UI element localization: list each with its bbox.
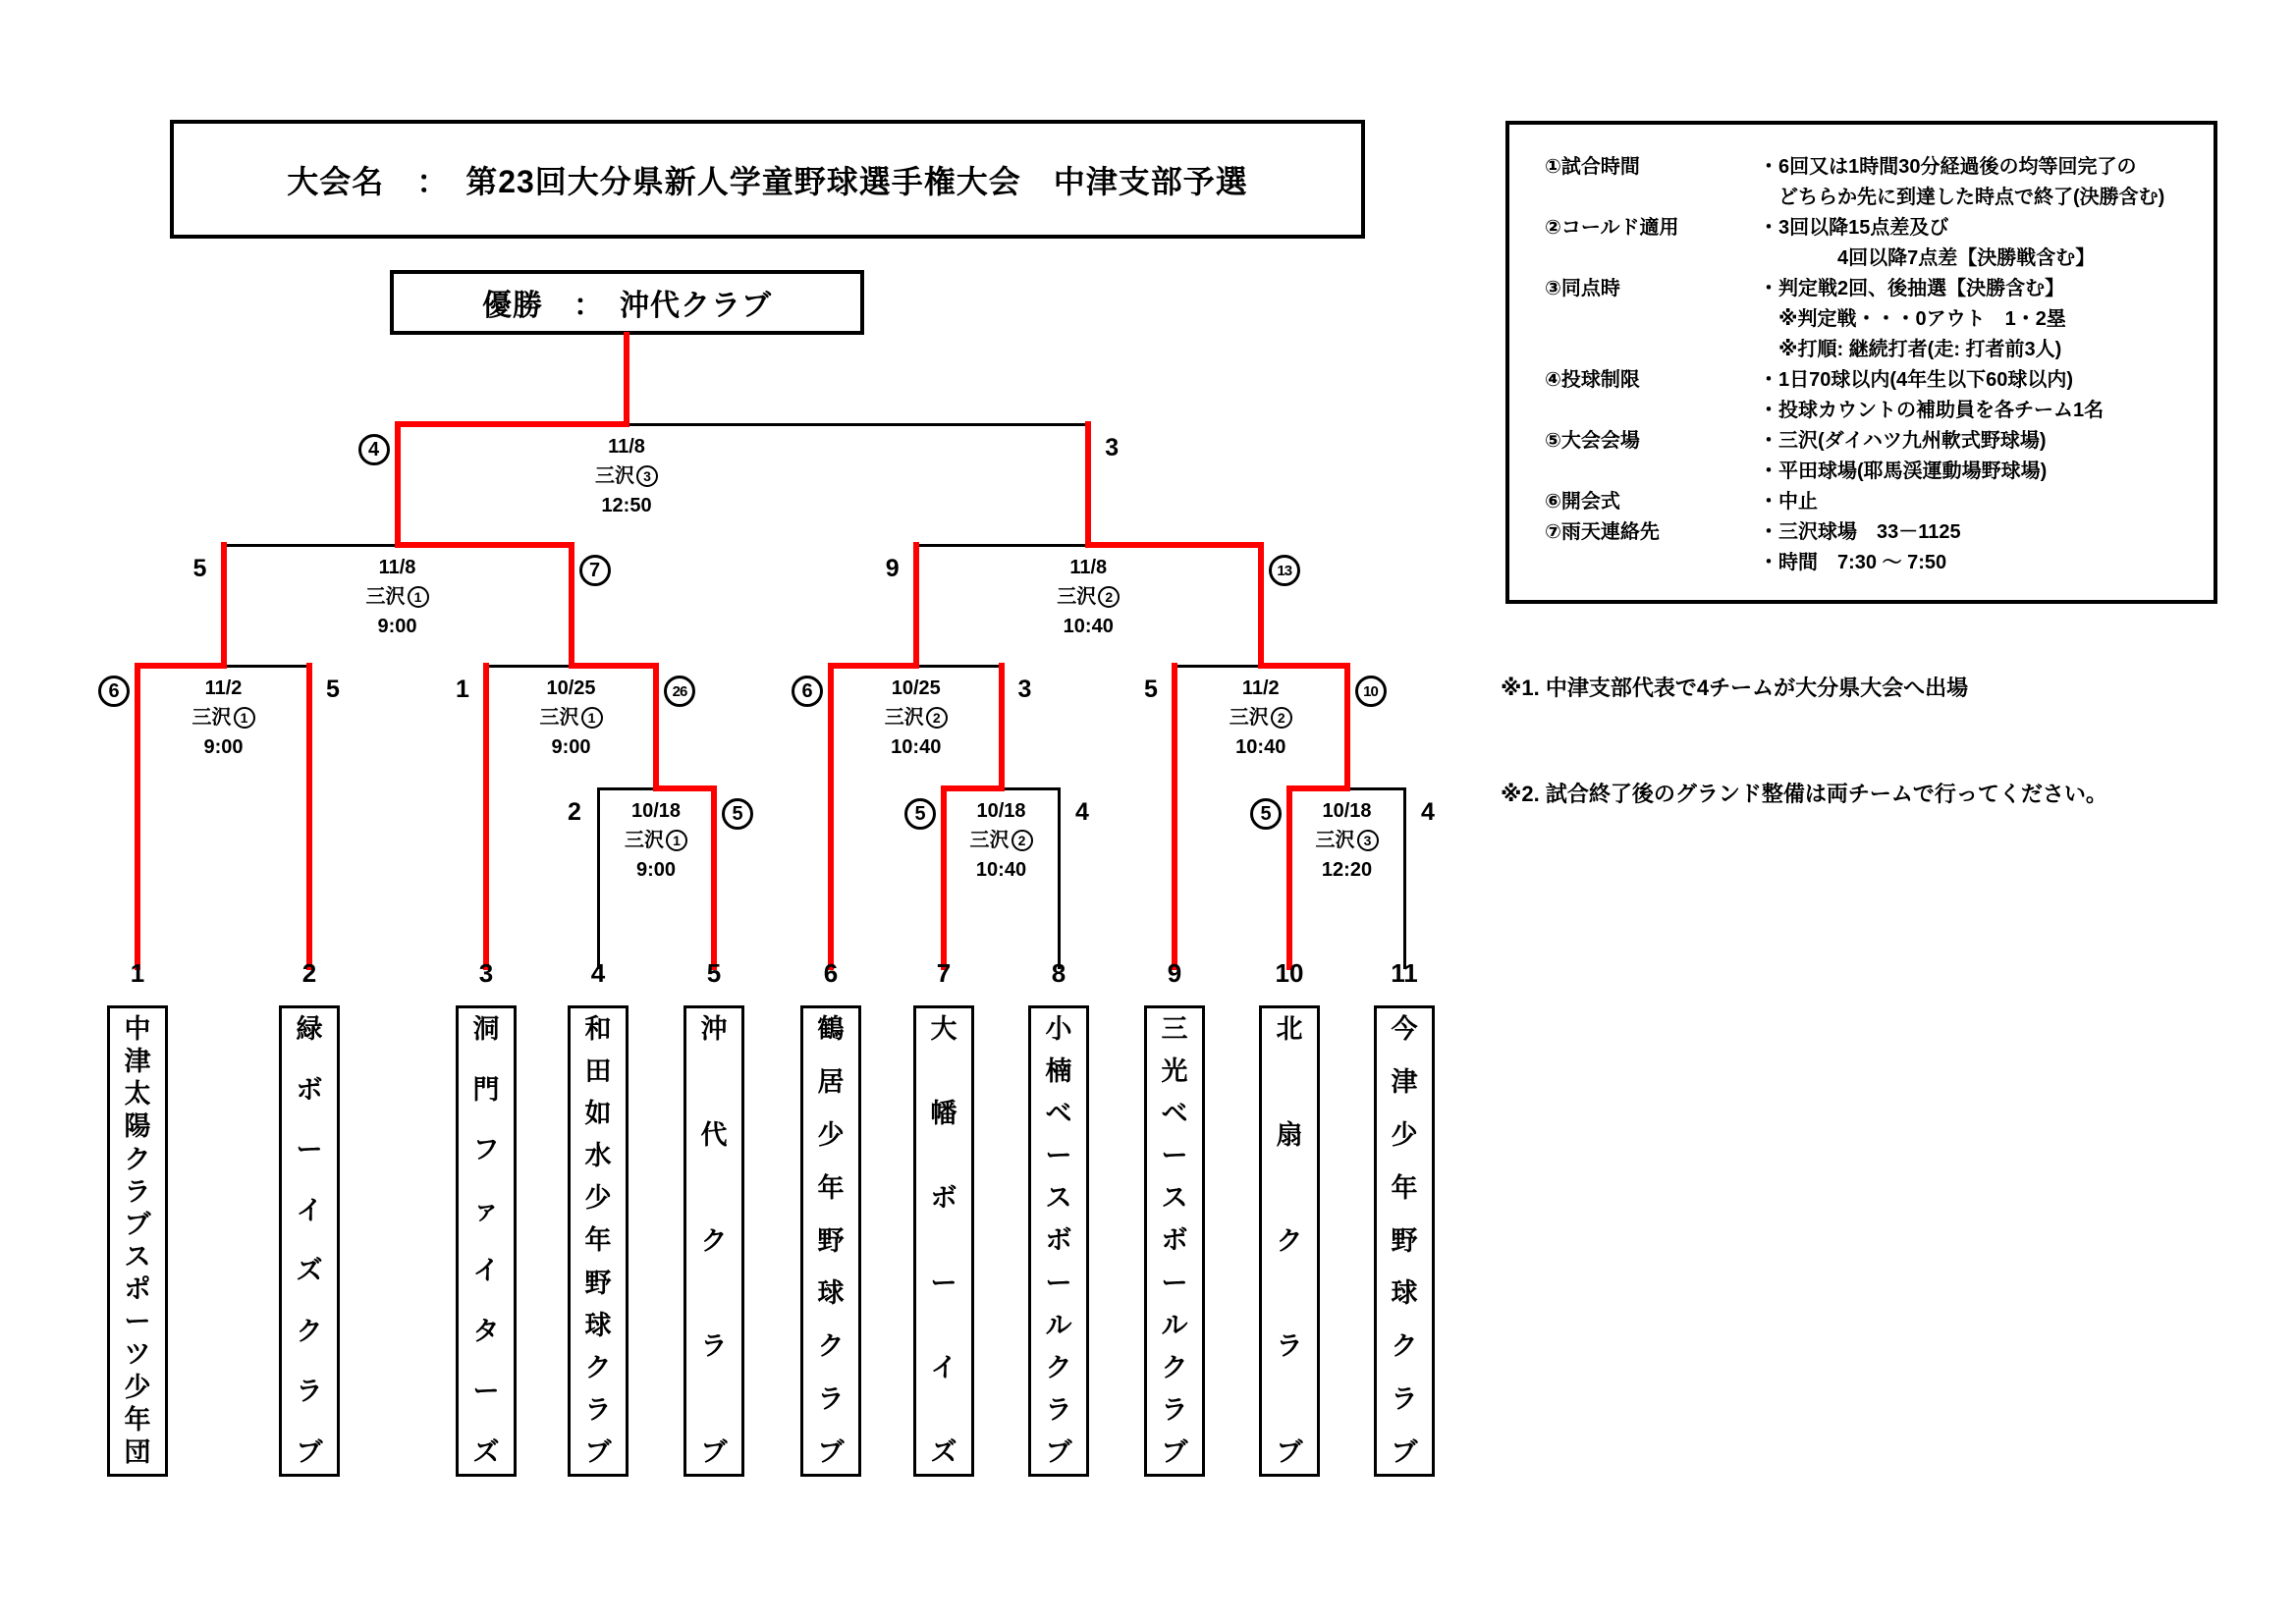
score-badge: 4 <box>1075 798 1089 826</box>
rule-label <box>1545 183 1759 213</box>
team-number-5: 5 <box>706 958 722 988</box>
champion-box <box>390 270 864 335</box>
match-Q2-label <box>540 674 603 762</box>
team-name-char: タ <box>472 1316 500 1346</box>
team-number-4: 4 <box>590 958 606 988</box>
match-date: 11/2 <box>1241 677 1280 699</box>
match-Q3-label <box>885 674 948 762</box>
team-name-char: ー <box>1045 1268 1072 1298</box>
venue-court-number: 1 <box>666 830 687 851</box>
team-number-2: 2 <box>301 958 317 988</box>
team-box-11 <box>1374 1005 1435 1477</box>
venue-court-number: 2 <box>1271 707 1292 729</box>
team-name-char: イ <box>472 1256 500 1286</box>
team-name-char: 緑 <box>296 1014 323 1044</box>
team-name-char: 如 <box>584 1099 612 1129</box>
match-venue: 三沢 1 <box>192 703 255 732</box>
team-name-char: ー <box>1161 1268 1188 1298</box>
match-time: 10:40 <box>1235 736 1286 758</box>
team-name-char: 小 <box>1045 1014 1072 1044</box>
match-M2-bar-right <box>1000 787 1061 790</box>
match-time: 10:40 <box>891 736 942 758</box>
team-name-char: ラ <box>296 1377 323 1407</box>
venue-court-number: 3 <box>636 465 658 487</box>
match-S2-bar-right <box>1085 542 1264 548</box>
venue-court-number: 2 <box>926 707 948 729</box>
team-name-char: ク <box>124 1144 151 1174</box>
rule-row-13 <box>1545 548 2204 578</box>
team-box-6 <box>800 1005 861 1477</box>
team-number-8: 8 <box>1051 958 1066 988</box>
tournament-title: 大会名 ： 第23回大分県新人学童野球選手権大会 中津支部予選 <box>287 163 1248 199</box>
match-date: 10/18 <box>976 800 1026 822</box>
score-badge-circled: 5 <box>904 798 936 830</box>
team-name-char: ク <box>700 1225 728 1256</box>
team-name-char: ラ <box>817 1384 845 1415</box>
score-badge: 1 <box>456 676 469 703</box>
rule-row-3 <box>1545 244 2204 274</box>
team-name-char: ブ <box>584 1436 612 1467</box>
match-S1-bar-left <box>222 544 399 547</box>
match-venue: 三沢 1 <box>366 582 429 612</box>
team-name-char: ズ <box>930 1436 957 1467</box>
match-time: 12:50 <box>601 495 652 516</box>
team-name-char: ボ <box>296 1074 323 1105</box>
team-name-char: 居 <box>817 1066 845 1097</box>
score-badge: 9 <box>885 555 900 582</box>
team-name-char: ク <box>296 1316 323 1346</box>
team-name-char: 洞 <box>472 1014 500 1044</box>
team-name-char: イ <box>930 1352 957 1382</box>
note-2: ※2. 試合終了後のグランド整備は両チームで行ってください。 <box>1501 782 2107 806</box>
match-M3-advance-line <box>1344 663 1350 791</box>
match-M3-branch-right <box>1403 787 1406 969</box>
team-name-char: ク <box>1045 1352 1072 1382</box>
team-name-char: ベ <box>1045 1099 1072 1129</box>
team-name-char: ス <box>124 1241 151 1272</box>
team-name-char: イ <box>296 1195 323 1225</box>
team-name-char: ズ <box>472 1436 500 1467</box>
rule-text: ・三沢(ダイハツ九州軟式野球場) <box>1759 430 2047 452</box>
team-name-char: ブ <box>1045 1436 1072 1467</box>
team-number-7: 7 <box>936 958 952 988</box>
rule-label <box>1545 548 1759 578</box>
match-Q1-bar-right <box>222 665 311 668</box>
rule-text: 4回以降7点差【決勝戦含む】 <box>1759 247 2096 269</box>
rule-label <box>1545 396 1759 426</box>
match-date: 11/8 <box>608 436 645 458</box>
score-badge-circled: 5 <box>722 798 753 830</box>
match-venue: 三沢 1 <box>540 703 603 732</box>
team-name-char: ク <box>1276 1225 1303 1256</box>
team-name-char: フ <box>472 1135 500 1165</box>
team-name-char: 光 <box>1161 1056 1188 1087</box>
match-M1-advance-line <box>653 663 659 791</box>
match-M1-branch-left <box>597 787 600 969</box>
team-name-char: ラ <box>1276 1331 1303 1362</box>
score-badge-circled: 5 <box>1250 798 1282 830</box>
rule-text: ※判定戦・・・0アウト 1・2塁 <box>1759 308 2066 330</box>
team-name-char: 団 <box>124 1436 151 1467</box>
rules-box <box>1505 121 2217 604</box>
team-box-3 <box>456 1005 517 1477</box>
team-name-char: 和 <box>584 1014 612 1044</box>
match-venue: 三沢 2 <box>970 826 1033 855</box>
match-M2-bar-left <box>941 785 1005 791</box>
match-M1-label <box>625 796 687 885</box>
match-Q2-advance-line <box>569 542 574 669</box>
team-name-char: 少 <box>1391 1119 1418 1150</box>
team-name-char: ー <box>930 1268 957 1298</box>
match-M3-label <box>1316 796 1379 885</box>
team-box-1 <box>107 1005 168 1477</box>
rule-row-0 <box>1545 152 2204 183</box>
venue-court-number: 2 <box>1011 830 1033 851</box>
match-Q1-bar-left <box>135 663 227 669</box>
rule-text: ※打順: 継続打者(走: 打者前3人) <box>1759 339 2062 360</box>
match-F-bar-right <box>626 423 1090 426</box>
rule-label <box>1545 335 1759 365</box>
team-name-char: ブ <box>296 1436 323 1467</box>
rule-label: ⑥開会式 <box>1545 491 1620 513</box>
match-M2-branch-right <box>1058 787 1061 969</box>
match-time: 9:00 <box>635 859 677 881</box>
rule-text: ・6回又は1時間30分経過後の均等回完了の <box>1759 156 2137 178</box>
match-date: 11/8 <box>1069 557 1108 578</box>
team-name-char: 少 <box>817 1119 845 1150</box>
team-name-char: ー <box>1161 1141 1188 1171</box>
team-name-char: ク <box>1391 1331 1418 1362</box>
rule-label: ③同点時 <box>1545 278 1620 299</box>
match-M1-branch-right <box>711 785 717 970</box>
match-time: 9:00 <box>551 736 591 758</box>
team-name-char: ブ <box>1391 1437 1418 1467</box>
team-box-9 <box>1144 1005 1205 1477</box>
match-time: 10:40 <box>1063 616 1114 637</box>
match-venue: 三沢 1 <box>625 826 687 855</box>
team-name-char: ル <box>1045 1310 1072 1340</box>
team-name-char: 年 <box>1391 1172 1418 1203</box>
team-name-char: ク <box>584 1352 612 1382</box>
match-venue: 三沢 2 <box>885 703 948 732</box>
team-number-1: 1 <box>130 958 145 988</box>
team-name-char: 年 <box>817 1172 845 1203</box>
team-name-char: 楠 <box>1045 1056 1072 1087</box>
team-name-char: 野 <box>584 1268 612 1298</box>
team-name-char: ァ <box>472 1195 500 1225</box>
rule-label <box>1545 304 1759 335</box>
match-Q1-label <box>192 674 255 762</box>
team-box-5 <box>683 1005 744 1477</box>
score-badge-circled: 6 <box>792 676 823 707</box>
rule-row-11 <box>1545 487 2204 517</box>
match-date: 10/25 <box>546 677 596 699</box>
team-name-char: 野 <box>1391 1225 1418 1256</box>
rule-label: ④投球制限 <box>1545 369 1640 391</box>
team-name-char: ブ <box>1161 1436 1188 1467</box>
rule-row-7 <box>1545 365 2204 396</box>
rule-row-1 <box>1545 183 2204 213</box>
match-venue: 三沢 2 <box>1230 703 1292 732</box>
match-S1-bar-right <box>395 542 574 548</box>
rule-label <box>1545 457 1759 487</box>
match-M3-bar-left <box>1286 785 1350 791</box>
match-S1-label <box>366 553 429 641</box>
match-venue: 三沢 3 <box>1316 826 1379 855</box>
match-Q1-branch-right <box>306 663 312 970</box>
match-Q2-bar-right <box>569 663 660 669</box>
team-name-char: ラ <box>584 1394 612 1425</box>
match-Q1-branch-left <box>135 663 140 970</box>
team-name-char: 少 <box>124 1372 151 1402</box>
match-M3-branch-left <box>1286 785 1292 970</box>
team-name-char: ズ <box>296 1256 323 1286</box>
team-name-char: ブ <box>700 1437 728 1467</box>
team-name-char: ブ <box>817 1437 845 1467</box>
team-name-char: ー <box>1045 1141 1072 1171</box>
match-S2-label <box>1057 553 1120 641</box>
team-name-char: 津 <box>124 1047 151 1077</box>
match-Q2-bar-left <box>485 665 574 668</box>
match-M2-branch-left <box>941 785 947 970</box>
match-date: 11/8 <box>378 557 416 578</box>
team-name-char: 三 <box>1161 1014 1188 1044</box>
match-Q3-advance-line <box>913 542 919 669</box>
match-F-label <box>595 432 658 520</box>
team-name-char: ラ <box>1391 1384 1418 1415</box>
team-name-char: 球 <box>584 1310 612 1340</box>
score-badge-circled: 26 <box>664 676 695 707</box>
team-number-9: 9 <box>1167 958 1182 988</box>
team-name-char: ク <box>817 1331 845 1362</box>
score-badge-circled: 6 <box>98 676 130 707</box>
team-name-char: 水 <box>584 1141 612 1171</box>
match-Q4-bar-right <box>1258 663 1350 669</box>
team-name-char: ボ <box>1161 1225 1188 1256</box>
team-name-char: 幡 <box>930 1099 957 1129</box>
team-name-char: 年 <box>124 1404 151 1435</box>
rule-text: ・判定戦2回、後抽選【決勝含む】 <box>1759 278 2065 299</box>
team-name-char: ツ <box>124 1339 151 1370</box>
match-M2-advance-line <box>999 663 1005 791</box>
team-name-char: ー <box>296 1135 323 1165</box>
team-number-6: 6 <box>823 958 839 988</box>
rule-text: ・平田球場(耶馬渓運動場野球場) <box>1759 460 2048 482</box>
match-S2-bar-left <box>914 544 1090 547</box>
match-Q4-branch-left <box>1172 663 1177 970</box>
score-badge: 5 <box>1144 676 1158 703</box>
rule-text: ・中止 <box>1759 491 1818 513</box>
rule-text: ・時間 7:30 ～ 7:50 <box>1759 552 1947 573</box>
match-M1-bar-left <box>597 787 658 790</box>
rule-row-12 <box>1545 517 2204 548</box>
rule-row-9 <box>1545 426 2204 457</box>
match-Q2-branch-left <box>483 663 489 970</box>
match-S1-advance-line <box>395 421 401 548</box>
match-Q3-bar-right <box>914 665 1003 668</box>
title-box <box>170 120 1365 239</box>
rule-row-10 <box>1545 457 2204 487</box>
team-name-char: 野 <box>817 1225 845 1256</box>
venue-court-number: 1 <box>408 586 429 608</box>
team-box-8 <box>1028 1005 1089 1477</box>
champion-label: 優勝 ： 沖代クラブ <box>482 290 772 322</box>
score-badge: 5 <box>326 676 340 703</box>
team-name-char: ポ <box>124 1274 151 1305</box>
team-name-char: 扇 <box>1276 1119 1303 1150</box>
team-number-3: 3 <box>478 958 494 988</box>
rule-label: ①試合時間 <box>1545 156 1640 178</box>
match-Q1-advance-line <box>221 542 227 669</box>
match-M3-bar-right <box>1345 787 1406 790</box>
score-badge-circled: 7 <box>579 555 611 586</box>
rule-text: ・投球カウントの補助員を各チーム1名 <box>1759 400 2105 421</box>
rule-label: ⑦雨天連絡先 <box>1545 521 1660 543</box>
match-date: 10/25 <box>891 677 941 699</box>
team-name-char: ベ <box>1161 1099 1188 1129</box>
rule-row-8 <box>1545 396 2204 426</box>
team-name-char: 代 <box>700 1119 728 1150</box>
match-date: 11/2 <box>204 677 243 699</box>
match-M2-label <box>970 796 1033 885</box>
rule-label: ②コールド適用 <box>1545 217 1679 239</box>
rule-label <box>1545 244 1759 274</box>
match-Q4-advance-line <box>1258 542 1264 669</box>
score-badge-circled: 13 <box>1269 555 1300 586</box>
match-Q4-label <box>1230 674 1292 762</box>
team-name-char: ラ <box>700 1331 728 1362</box>
score-badge: 2 <box>568 798 581 826</box>
rule-row-2 <box>1545 213 2204 244</box>
venue-court-number: 1 <box>234 707 255 729</box>
team-name-char: ー <box>124 1307 151 1337</box>
score-badge: 4 <box>1421 798 1435 826</box>
team-box-2 <box>279 1005 340 1477</box>
match-Q3-bar-left <box>828 663 919 669</box>
team-name-char: 北 <box>1276 1014 1303 1044</box>
team-name-char: ー <box>472 1377 500 1407</box>
team-name-char: 門 <box>472 1074 500 1105</box>
team-name-char: 太 <box>124 1079 151 1110</box>
team-name-char: ボ <box>1045 1225 1072 1256</box>
team-name-char: ラ <box>1045 1394 1072 1425</box>
team-name-char: 少 <box>584 1183 612 1214</box>
team-name-char: 今 <box>1391 1014 1418 1044</box>
venue-court-number: 1 <box>581 707 603 729</box>
score-badge: 3 <box>1017 676 1032 703</box>
rule-row-4 <box>1545 274 2204 304</box>
team-name-char: ス <box>1161 1183 1188 1214</box>
team-name-char: ボ <box>930 1183 957 1214</box>
match-time: 9:00 <box>377 616 417 637</box>
match-date: 10/18 <box>1322 800 1372 822</box>
note-1: ※1. 中津支部代表で4チームが大分県大会へ出場 <box>1501 676 1969 700</box>
score-badge: 3 <box>1105 434 1120 461</box>
team-name-char: ブ <box>124 1209 151 1239</box>
team-name-char: ブ <box>1276 1437 1303 1467</box>
match-Q4-bar-left <box>1174 665 1263 668</box>
team-name-char: ラ <box>1161 1394 1188 1425</box>
team-name-char: ラ <box>124 1176 151 1207</box>
team-number-10: 10 <box>1275 958 1304 988</box>
team-name-char: 大 <box>930 1014 957 1044</box>
rule-text: どちらか先に到達した時点で終了(決勝含む) <box>1759 187 2165 208</box>
match-venue: 三沢 3 <box>595 461 658 491</box>
team-number-11: 11 <box>1391 958 1418 988</box>
match-Q3-branch-left <box>828 663 834 970</box>
team-box-4 <box>568 1005 629 1477</box>
venue-court-number: 2 <box>1098 586 1120 608</box>
team-name-char: 田 <box>584 1056 612 1087</box>
team-name-char: ク <box>1161 1352 1188 1382</box>
match-date: 10/18 <box>630 800 682 822</box>
team-name-char: 中 <box>124 1014 151 1044</box>
rule-text: ・3回以降15点差及び <box>1759 217 1949 239</box>
team-name-char: ス <box>1045 1183 1072 1214</box>
score-badge-circled: 4 <box>358 434 390 465</box>
team-name-char: 年 <box>584 1225 612 1256</box>
match-S2-advance-line <box>1085 421 1091 548</box>
rule-label: ⑤大会会場 <box>1545 430 1640 452</box>
score-badge-circled: 10 <box>1355 676 1387 707</box>
match-F-advance-line <box>624 332 629 427</box>
match-time: 10:40 <box>975 859 1027 881</box>
match-time: 12:20 <box>1321 859 1373 881</box>
match-M1-bar-right <box>653 785 717 791</box>
score-badge: 5 <box>192 555 207 582</box>
rule-row-5 <box>1545 304 2204 335</box>
team-name-char: ル <box>1161 1310 1188 1340</box>
venue-court-number: 3 <box>1357 830 1379 851</box>
rule-text: ・三沢球場 33－1125 <box>1759 521 1961 543</box>
team-name-char: 球 <box>817 1278 845 1309</box>
match-time: 9:00 <box>203 736 244 758</box>
team-name-char: 球 <box>1391 1278 1418 1309</box>
match-F-bar-left <box>395 421 630 427</box>
team-name-char: 陽 <box>124 1111 151 1142</box>
team-box-7 <box>913 1005 974 1477</box>
rule-row-6 <box>1545 335 2204 365</box>
match-venue: 三沢 2 <box>1057 582 1120 612</box>
team-box-10 <box>1259 1005 1320 1477</box>
team-name-char: 沖 <box>700 1014 728 1044</box>
team-name-char: 津 <box>1391 1066 1418 1097</box>
team-name-char: 鶴 <box>817 1014 845 1044</box>
rule-text: ・1日70球以内(4年生以下60球以内) <box>1759 369 2074 391</box>
